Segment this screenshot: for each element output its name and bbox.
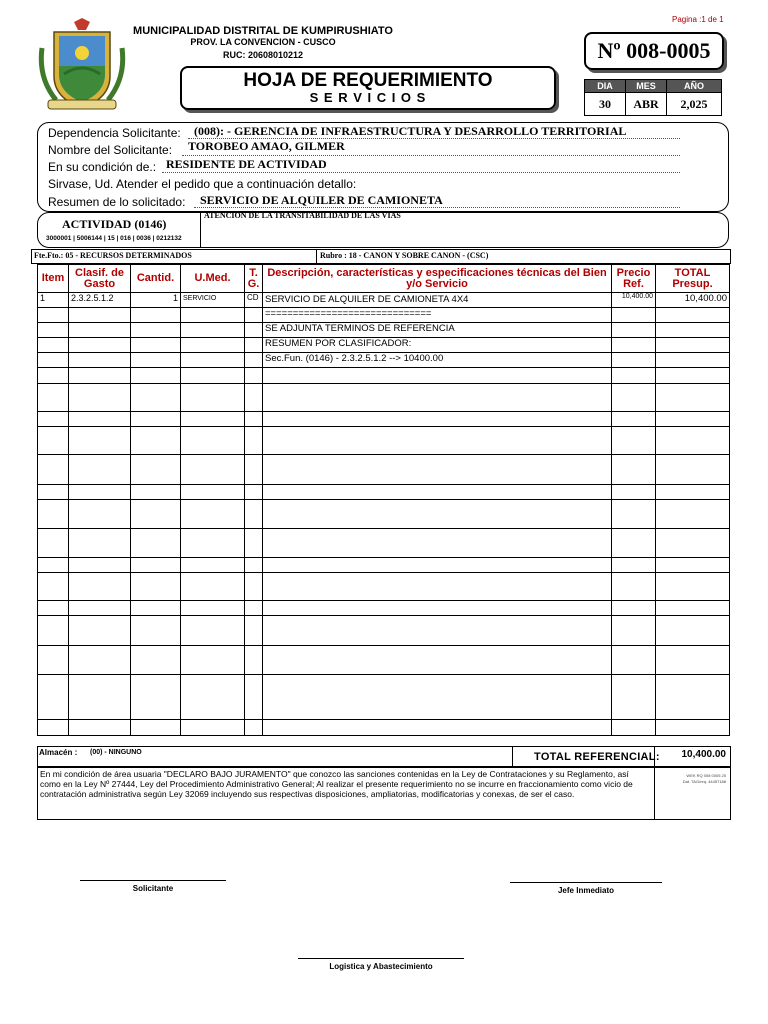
signature-jefe-inmediato: Jefe Inmediato — [510, 882, 662, 895]
page-indicator: Pagina :1 de 1 — [672, 15, 724, 24]
condicion-row — [48, 157, 680, 174]
dependencia-label: Dependencia Solicitante: — [48, 126, 181, 140]
col-header-descripcion: Descripción, características y especificaciones técnicas del Bien y/o Servicio — [263, 265, 612, 293]
table-row — [38, 308, 730, 323]
table-row-empty — [38, 485, 730, 500]
condicion-label: En su condición de.: — [48, 160, 157, 174]
table-row-empty — [38, 646, 730, 675]
cell-item: 1 — [38, 293, 69, 308]
municipal-coat-of-arms-logo — [36, 18, 128, 114]
almacen-total-row — [37, 746, 731, 768]
declaration-box — [37, 766, 731, 820]
resumen-value: SERVICIO DE ALQUILER DE CAMIONETA — [200, 193, 443, 207]
funding-source: Fte.Fto.: 05 - RECURSOS DETERMINADOS — [34, 251, 192, 260]
table-row-empty — [38, 427, 730, 455]
cell-clasif: 2.3.2.5.1.2 — [69, 293, 131, 308]
nombre-row — [48, 139, 680, 157]
date-header-day: DIA — [585, 80, 626, 93]
table-row-empty — [38, 573, 730, 601]
activity-box — [37, 212, 729, 248]
items-table — [37, 264, 730, 736]
date-table — [584, 79, 722, 116]
table-row-empty — [38, 558, 730, 573]
cell-total: 10,400.00 — [656, 293, 730, 308]
total-referencial-label: TOTAL REFERENCIAL: — [534, 751, 660, 763]
table-row-empty — [38, 529, 730, 558]
date-header-year: AÑO — [667, 80, 722, 93]
table-row-empty — [38, 368, 730, 384]
requirement-number: Nº 008-0005 — [584, 32, 724, 70]
cell-descripcion: Sec.Fun. (0146) - 2.3.2.5.1.2 --> 10400.00 — [263, 353, 612, 368]
cell-cantid: 1 — [131, 293, 181, 308]
col-header-clasif: Clasif. de Gasto — [69, 265, 131, 293]
date-year: 2,025 — [667, 93, 722, 116]
col-header-precio: Precio Ref. — [612, 265, 656, 293]
col-header-cantid: Cantid. — [131, 265, 181, 293]
almacen-label: Almacén : — [39, 748, 78, 757]
signature-logistica: Logistica y Abastecimiento — [298, 958, 464, 971]
date-day: 30 — [585, 93, 626, 116]
cell-descripcion: ============================== — [263, 308, 612, 323]
resumen-row — [48, 195, 680, 209]
cell-tg: CD — [245, 293, 263, 308]
province-name: PROV. LA CONVENCION - CUSCO — [190, 37, 336, 47]
dependencia-row — [48, 126, 680, 140]
date-header-month: MES — [626, 80, 667, 93]
date-month: ABR — [626, 93, 667, 116]
almacen-value: (00) - NINGUNO — [90, 749, 142, 756]
table-row-empty — [38, 616, 730, 646]
table-row-empty — [38, 675, 730, 720]
municipality-name: MUNICIPALIDAD DISTRITAL DE KUMPIRUSHIATO — [133, 25, 393, 37]
activity-description: ATENCION DE LA TRANSITABILIDAD DE LAS VIAS — [204, 211, 401, 220]
cell-precio: 10,400.00 — [612, 293, 656, 308]
activity-title: ACTIVIDAD (0146) — [62, 217, 167, 231]
declaration-text: En mi condición de área usuaria "DECLARO BAJO JURAMENTO" que conozco las sanciones contenidas en la Ley de Contrataciones y su Reglamento, así como en la Ley Nº 27444, Ley del Procedimiento Administrativo General; Al realizar el presente requerimiento no se incurre en fraccionamiento como vicio de contratación administrativa según Ley 32069 incluyendo sus respectivas disposiciones, ampliatorias, modificatorias y conexas, de ser el caso. — [40, 769, 633, 799]
reference-code-2: Dat. TAG/req. 44457188 — [682, 779, 726, 784]
col-header-tg: T. G. — [245, 265, 263, 293]
condicion-value: RESIDENTE DE ACTIVIDAD — [166, 157, 327, 171]
funding-row — [31, 249, 731, 264]
signature-solicitante: Solicitante — [80, 880, 226, 893]
total-referencial-value: 10,400.00 — [681, 749, 726, 760]
table-row-empty — [38, 720, 730, 736]
table-row-empty — [38, 455, 730, 485]
table-row — [38, 353, 730, 368]
sirvase-text: Sirvase, Ud. Atender el pedido que a continuación detallo: — [48, 177, 357, 191]
table-row-empty — [38, 384, 730, 412]
table-row — [38, 293, 730, 308]
funding-rubro: Rubro : 18 - CANON Y SOBRE CANON - (CSC) — [320, 251, 489, 260]
reference-code-1: WEK RQ 008 0005 25 — [686, 773, 726, 778]
cell-descripcion: RESUMEN POR CLASIFICADOR: — [263, 338, 612, 353]
table-row-empty — [38, 601, 730, 616]
col-header-umed: U.Med. — [181, 265, 245, 293]
dependencia-value: (008): - GERENCIA DE INFRAESTRUCTURA Y DESARROLLO TERRITORIAL — [194, 124, 627, 138]
col-header-item: Item — [38, 265, 69, 293]
table-row — [38, 338, 730, 353]
document-subtitle: S E R V I C I O S — [309, 90, 427, 105]
table-row — [38, 323, 730, 338]
col-header-total: TOTAL Presup. — [656, 265, 730, 293]
activity-codes: 3000001 | 5006144 | 15 | 016 | 0036 | 0212132 — [46, 235, 182, 242]
document-title: HOJA DE REQUERIMIENTO — [243, 70, 493, 91]
table-row-empty — [38, 500, 730, 529]
cell-descripcion: SERVICIO DE ALQUILER DE CAMIONETA 4X4 — [263, 293, 612, 308]
document-title-box — [180, 66, 556, 110]
nombre-label: Nombre del Solicitante: — [48, 143, 173, 157]
cell-umed: SERVICIO — [181, 293, 245, 308]
nombre-value: TOROBEO AMAO, GILMER — [188, 139, 345, 153]
cell-descripcion: SE ADJUNTA TERMINOS DE REFERENCIA — [263, 323, 612, 338]
ruc-number: RUC: 20608010212 — [222, 50, 304, 60]
table-row-empty — [38, 412, 730, 427]
resumen-label: Resumen de lo solicitado: — [48, 195, 186, 209]
